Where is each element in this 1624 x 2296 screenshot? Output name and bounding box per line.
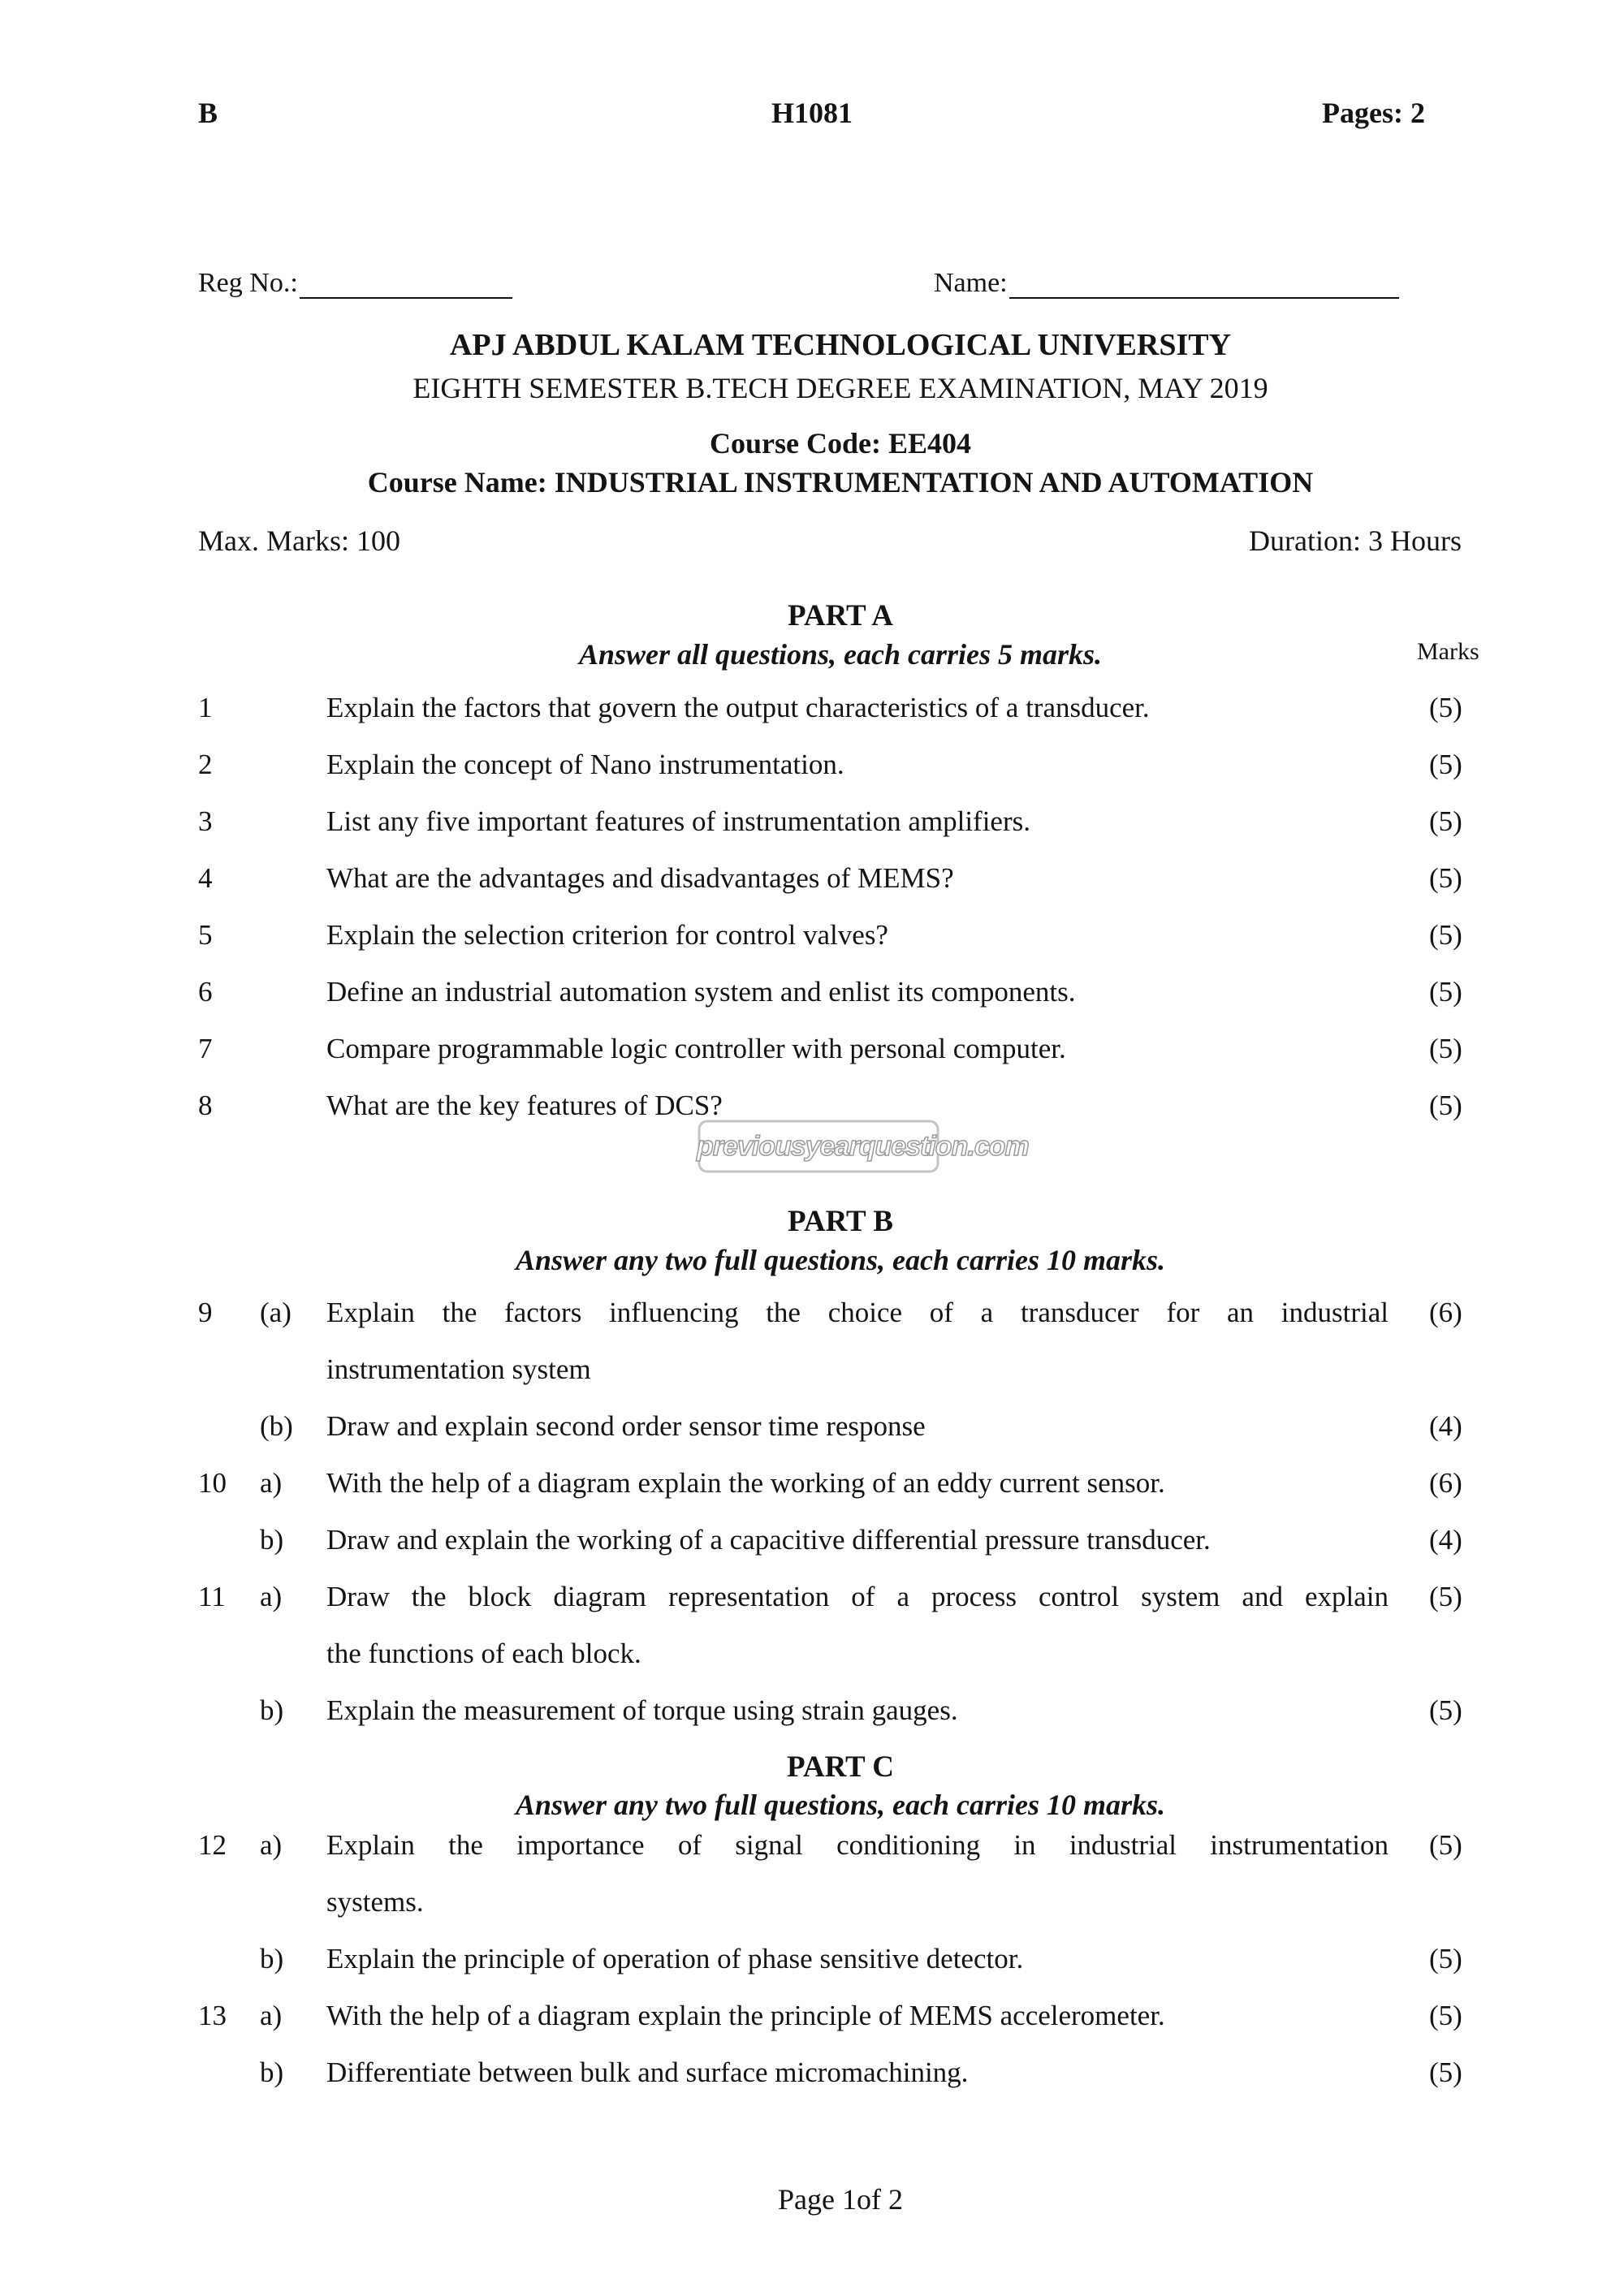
question-number: 4 <box>198 862 213 894</box>
question-marks: (5) <box>1429 862 1462 894</box>
sub-question-label: a) <box>260 2000 283 2031</box>
question-text: Define an industrial automation system and enlist its components. <box>326 976 1076 1008</box>
question-text: Draw and explain the working of a capacitive differential pressure transducer. <box>326 1524 1211 1556</box>
sub-question-label: a) <box>260 1581 283 1612</box>
part-a-instruction: Answer all questions, each carries 5 marks. <box>578 638 1103 671</box>
page-footer: Page 1of 2 <box>778 2183 903 2216</box>
course-name-label: Course Name: <box>367 466 547 498</box>
question-text: Explain the selection criterion for control valves? <box>326 919 888 951</box>
part-b-title: PART B <box>788 1205 893 1238</box>
reg-no-field <box>198 268 512 299</box>
question-number: 3 <box>198 805 213 837</box>
question-marks: (5) <box>1429 1829 1462 1861</box>
university-name: APJ ABDUL KALAM TECHNOLOGICAL UNIVERSITY <box>449 328 1232 362</box>
question-marks: (5) <box>1429 976 1462 1008</box>
question-marks: (4) <box>1429 1524 1462 1556</box>
question-text: Explain the measurement of torque using strain gauges. <box>326 1694 958 1726</box>
name-field <box>934 268 1399 299</box>
question-text: Explain the importance of signal conditioning in industrial instrumentation <box>326 1829 1389 1861</box>
question-number: 7 <box>198 1033 213 1064</box>
question-text-continued: systems. <box>326 1886 424 1918</box>
question-text: Draw and explain second order sensor time response <box>326 1410 926 1442</box>
question-marks: (5) <box>1429 1581 1462 1612</box>
question-text: Explain the factors that govern the output characteristics of a transducer. <box>326 692 1150 723</box>
question-marks: (6) <box>1429 1467 1462 1499</box>
question-text: With the help of a diagram explain the principle of MEMS accelerometer. <box>326 2000 1165 2031</box>
part-b-instruction: Answer any two full questions, each carries 10 marks. <box>515 1244 1166 1276</box>
paper-series: B <box>198 97 218 129</box>
question-marks: (5) <box>1429 692 1462 723</box>
question-marks: (5) <box>1429 1943 1462 1974</box>
question-marks: (5) <box>1429 1090 1462 1121</box>
sub-question-label: a) <box>260 1467 283 1499</box>
reg-no-blank <box>300 273 512 299</box>
max-marks: Max. Marks: 100 <box>198 524 400 557</box>
sub-question-label: (b) <box>260 1410 293 1442</box>
question-number: 5 <box>198 919 213 951</box>
question-text: List any five important features of instrumentation amplifiers. <box>326 805 1030 837</box>
paper-code: H1081 <box>771 97 853 129</box>
part-c-title: PART C <box>787 1750 894 1784</box>
name-blank <box>1009 273 1399 299</box>
question-number: 12 <box>198 1829 227 1861</box>
question-marks: (5) <box>1429 805 1462 837</box>
question-text: Draw the block diagram representation of a process control system and explain <box>326 1581 1389 1612</box>
question-marks: (5) <box>1429 919 1462 951</box>
watermark-text: previousyearquestion.com <box>697 1131 1029 1162</box>
course-code: Course Code: EE404 <box>710 427 971 460</box>
sub-question-label: (a) <box>260 1297 292 1328</box>
question-text: Explain the concept of Nano instrumentation. <box>326 749 844 780</box>
question-number: 8 <box>198 1090 213 1121</box>
question-text: Explain the principle of operation of phase sensitive detector. <box>326 1943 1024 1974</box>
name-label: Name: <box>934 268 1008 298</box>
part-c-instruction: Answer any two full questions, each carries 10 marks. <box>515 1789 1166 1821</box>
question-marks: (5) <box>1429 1033 1462 1064</box>
sub-question-label: b) <box>260 1694 284 1726</box>
question-text: Compare programmable logic controller with personal computer. <box>326 1033 1066 1064</box>
question-text-continued: instrumentation system <box>326 1353 591 1385</box>
sub-question-label: b) <box>260 1524 284 1556</box>
question-text-continued: the functions of each block. <box>326 1638 641 1669</box>
question-text: What are the advantages and disadvantages of MEMS? <box>326 862 954 894</box>
question-text: Explain the factors influencing the choice of a transducer for an industrial <box>326 1297 1389 1328</box>
question-number: 10 <box>198 1467 227 1499</box>
question-number: 13 <box>198 2000 227 2031</box>
page-count: Pages: 2 <box>1322 97 1425 129</box>
question-text: With the help of a diagram explain the working of an eddy current sensor. <box>326 1467 1165 1499</box>
marks-column-heading: Marks <box>1417 638 1479 665</box>
question-text: What are the key features of DCS? <box>326 1090 723 1121</box>
question-marks: (5) <box>1429 749 1462 780</box>
question-number: 11 <box>198 1581 226 1612</box>
sub-question-label: b) <box>260 2056 284 2088</box>
question-marks: (6) <box>1429 1297 1462 1328</box>
course-name-value: INDUSTRIAL INSTRUMENTATION AND AUTOMATION <box>554 466 1314 498</box>
sub-question-label: b) <box>260 1943 284 1974</box>
question-number: 1 <box>198 692 213 723</box>
question-number: 6 <box>198 976 213 1008</box>
question-marks: (5) <box>1429 2000 1462 2031</box>
watermark-logo <box>697 1119 1029 1174</box>
question-text: Differentiate between bulk and surface micromachining. <box>326 2056 969 2088</box>
question-marks: (5) <box>1429 2056 1462 2088</box>
question-number: 2 <box>198 749 213 780</box>
question-marks: (4) <box>1429 1410 1462 1442</box>
part-a-title: PART A <box>788 599 893 632</box>
duration: Duration: 3 Hours <box>1249 524 1462 557</box>
question-number: 9 <box>198 1297 213 1328</box>
course-name <box>0 465 1624 499</box>
reg-no-label: Reg No.: <box>198 268 298 298</box>
sub-question-label: a) <box>260 1829 283 1861</box>
exam-title: EIGHTH SEMESTER B.TECH DEGREE EXAMINATION, MAY 2019 <box>412 372 1268 404</box>
question-marks: (5) <box>1429 1694 1462 1726</box>
